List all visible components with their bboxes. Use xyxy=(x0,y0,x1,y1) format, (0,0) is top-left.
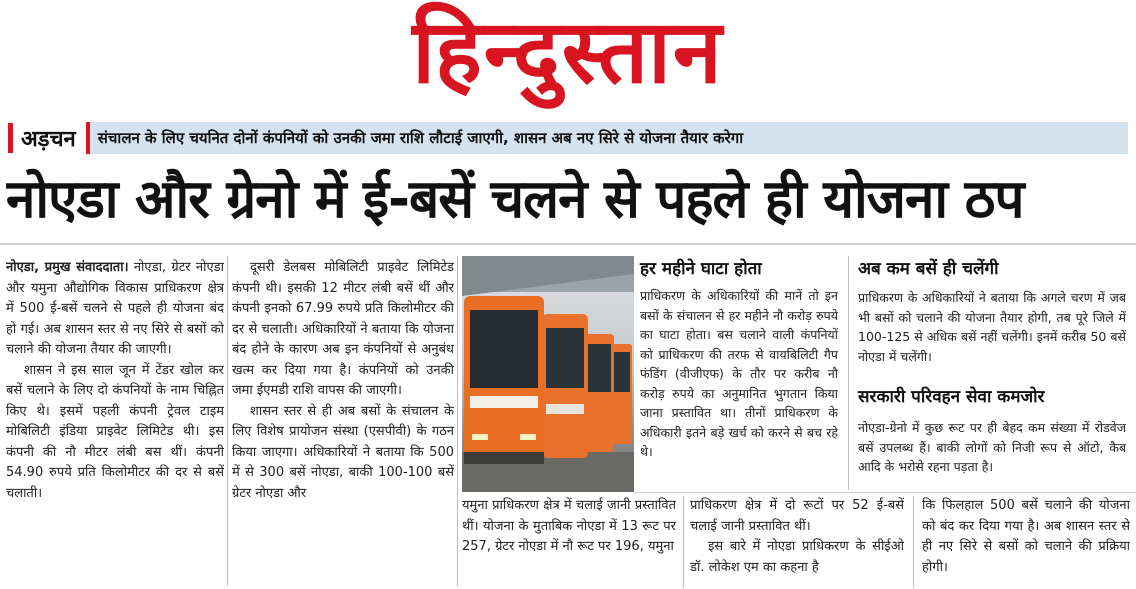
lower-divider xyxy=(634,492,1136,493)
col5-paragraph: कि फिलहाल 500 बसें चलाने की योजना को बंद कर दिया गया है। अब शासन स्तर से ही नए सिरे से बसों को चलाने की प्रक्रिया होगी। xyxy=(922,498,1130,575)
column-divider xyxy=(913,496,914,588)
kicker-bar xyxy=(8,121,1128,155)
box-title-fewer-buses: अब कम बसें ही चलेंगी xyxy=(858,259,999,279)
article-column-4 xyxy=(690,496,904,588)
col4-paragraph-1: प्राधिकरण क्षेत्र में दो रूटों पर 52 ई-बसें चलाई जानी प्रस्तावित थीं। xyxy=(690,498,904,534)
box-title-public-transport: सरकारी परिवहन सेवा कमजोर xyxy=(858,387,1045,407)
box-text-public-transport: नोएडा-ग्रेनो में कुछ रूट पर ही बेहद कम संख्या में रोडवेज बसें उपलब्ध हैं। बाकी लोगों को निजी रूप से ऑटो, कैब आदि के भरोसे रहना पड़ता है। xyxy=(858,420,1126,474)
col1-paragraph-1: नोएडा, ग्रेटर नोएडा और यमुना औद्योगिक विकास प्राधिकरण क्षेत्र में 500 ई-बसें चलने से पहले ही योजना बंद हो गई। अब शासन स्तर से नए सिरे से बसों को चलाने की योजना तैयार की जाएगी। xyxy=(6,260,224,357)
col3-paragraph: यमुना प्राधिकरण क्षेत्र में चलाई जानी प्रस्तावित थीं। योजना के मुताबिक नोएडा में 13 रूट पर 257, ग्रेटर नोएडा में नौ रूट पर 196, यमुना xyxy=(462,498,676,554)
col2-paragraph-2: शासन स्तर से ही अब बसों के संचालन के लिए विशेष प्रायोजन संस्था (एसपीवी) के गठन किया जाएगा। अधिकारियों ने बताया कि 500 में से 300 बसें नोएडा, बाकी 100-100 बसें ग्रेटर नोएडा और xyxy=(232,403,454,501)
box-title-monthly-loss: हर महीने घाटा होता xyxy=(640,259,762,279)
headline-divider xyxy=(0,243,1136,245)
article-column-2 xyxy=(232,258,454,588)
kicker-tag: अड़चन xyxy=(21,127,76,152)
column-divider xyxy=(227,256,228,586)
box-text-monthly-loss: प्राधिकरण के अधिकारियों की मानें तो इन बसों के संचालन से हर महीने नौ करोड़ रुपये का घाटा होता। बस चलाने वाली कंपनियों को प्राधिकरण की तरफ से वायबिलिटी गैप फंडिंग (वीजीएफ) के तौर पर करीब नौ करोड़ रुपये का अनुमानित भुगतान किया जाना प्रस्तावित था। तीनों प्राधिकरण के अधिकारी इतने बड़े खर्च को करने से बच रहे थे। xyxy=(640,288,838,459)
column-divider xyxy=(848,256,849,490)
dateline: नोएडा, प्रमुख संवाददाता। xyxy=(6,260,129,275)
article-column-3 xyxy=(462,496,676,588)
kicker-subheading: संचालन के लिए चयनित दोनों कंपनियों को उनकी जमा राशि लौटाई जाएगी, शासन अब नए सिरे से योजना तैयार करेगा xyxy=(86,122,1128,154)
headline: नोएडा और ग्रेनो में ई-बसें चलने से पहले ही योजना ठप xyxy=(6,169,1024,230)
kicker-red-bar xyxy=(8,123,13,153)
masthead xyxy=(0,0,1136,112)
col4-paragraph-2: इस बारे में नोएडा प्राधिकरण के सीईओ डॉ. लोकेश एम का कहना है xyxy=(690,539,904,575)
column-divider xyxy=(457,256,458,586)
box-text-fewer-buses: प्राधिकरण के अधिकारियों ने बताया कि अगले चरण में जब भी बसों को चलाने की योजना तैयार होगी, तब पूरे जिले में 100-125 से अधिक बसें नहीं चलेंगी। इनमें करीब 50 बसें नोएडा में चलेंगी। xyxy=(858,290,1126,364)
column-divider xyxy=(683,496,684,588)
newspaper-logo: हिन्दुस्तान xyxy=(412,0,724,103)
article-column-5 xyxy=(922,496,1130,588)
col1-paragraph-2: शासन ने इस साल जून में टेंडर खोल कर बसें चलाने के लिए दो कंपनियों के नाम चिह्नित किए थे। इसमें पहली कंपनी ट्रेवल टाइम मोबिलिटी इंडिया प्राइवेट लिमिटेड थी। इस कंपनी की नौ मीटर लंबी बस थीं। कंपनी 54.90 रुपये प्रति किलोमीटर की दर से बसें चलाती। xyxy=(6,362,224,501)
col2-paragraph-1: दूसरी डेलबस मोबिलिटी प्राइवेट लिमिटेड कंपनी थी। इसकी 12 मीटर लंबी बसें थीं और कंपनी इनको 67.99 रुपये प्रति किलोमीटर की दर से चलाती। अधिकारियों ने बताया कि योजना बंद होने के कारण अब इन कंपनियों से अनुबंध खत्म कर दिया गया है। कंपनियों को उनकी जमा ईएमडी राशि वापस की जाएगी। xyxy=(232,260,454,398)
article-column-1 xyxy=(6,258,224,588)
bus-depot-photo xyxy=(462,256,634,492)
